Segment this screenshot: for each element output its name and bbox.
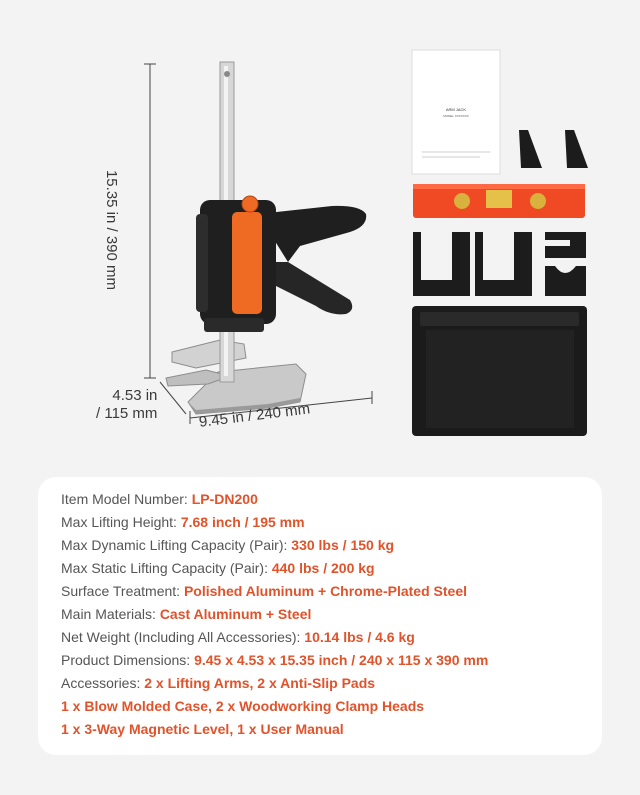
spec-row-accessories <box>61 674 375 692</box>
spec-label: Main Materials: <box>61 606 160 622</box>
spec-row-accessories-continued <box>61 697 424 715</box>
manual-subtitle: MODEL XXXXXXX <box>443 114 469 118</box>
spec-row-model <box>61 490 258 508</box>
blow-molded-case <box>412 306 587 436</box>
spec-value: 440 lbs / 200 kg <box>271 560 375 576</box>
depth-dimension-label <box>96 387 157 423</box>
lifting-arms <box>413 232 532 296</box>
spec-value: 7.68 inch / 195 mm <box>180 514 305 530</box>
spec-row-dynamic-capacity <box>61 536 394 554</box>
spec-label: Product Dimensions: <box>61 652 195 668</box>
spec-label: Net Weight (Including All Accessories): <box>61 629 305 645</box>
spec-row-main-materials <box>61 605 311 623</box>
spec-value: 10.14 lbs / 4.6 kg <box>304 629 415 645</box>
spec-row-max-height <box>61 513 305 531</box>
spec-value: 1 x Blow Molded Case, 2 x Woodworking Clamp Heads <box>61 698 425 714</box>
lifting-jack <box>166 62 366 414</box>
user-manual <box>412 50 500 174</box>
manual-title: ARM JACK <box>445 107 467 112</box>
spec-label: Item Model Number: <box>61 491 192 507</box>
spec-value: 2 x Lifting Arms, 2 x Anti-Slip Pads <box>144 675 376 691</box>
spec-label: Max Static Lifting Capacity (Pair): <box>61 560 272 576</box>
spec-label: Max Lifting Height: <box>61 514 181 530</box>
spec-value: Cast Aluminum + Steel <box>159 606 312 622</box>
depth-dimension-mm: / 115 mm <box>96 405 158 422</box>
spec-value: 1 x 3-Way Magnetic Level, 1 x User Manual <box>61 721 344 737</box>
spec-row-static-capacity <box>61 559 375 577</box>
spec-label: Accessories: <box>61 675 145 691</box>
woodworking-clamp-heads <box>519 130 588 168</box>
spec-row-dimensions <box>61 651 488 669</box>
spec-row-net-weight <box>61 628 415 646</box>
spec-value: 330 lbs / 150 kg <box>291 537 395 553</box>
depth-dimension-inch: 4.53 in <box>112 387 158 404</box>
anti-slip-pads <box>545 232 586 296</box>
spec-value: LP-DN200 <box>191 491 258 507</box>
magnetic-level <box>413 184 585 218</box>
spec-label: Max Dynamic Lifting Capacity (Pair): <box>61 537 292 553</box>
height-dimension-label: 15.35 in / 390 mm <box>103 169 120 291</box>
spec-value: Polished Aluminum + Chrome-Plated Steel <box>183 583 467 599</box>
spec-label: Surface Treatment: <box>61 583 184 599</box>
width-dimension-label: 9.45 in / 240 mm <box>198 400 311 431</box>
spec-value: 9.45 x 4.53 x 15.35 inch / 240 x 115 x 390 mm <box>194 652 489 668</box>
spec-row-surface-treatment <box>61 582 467 600</box>
spec-row-accessories-continued <box>61 720 344 738</box>
specifications-card <box>38 477 602 755</box>
